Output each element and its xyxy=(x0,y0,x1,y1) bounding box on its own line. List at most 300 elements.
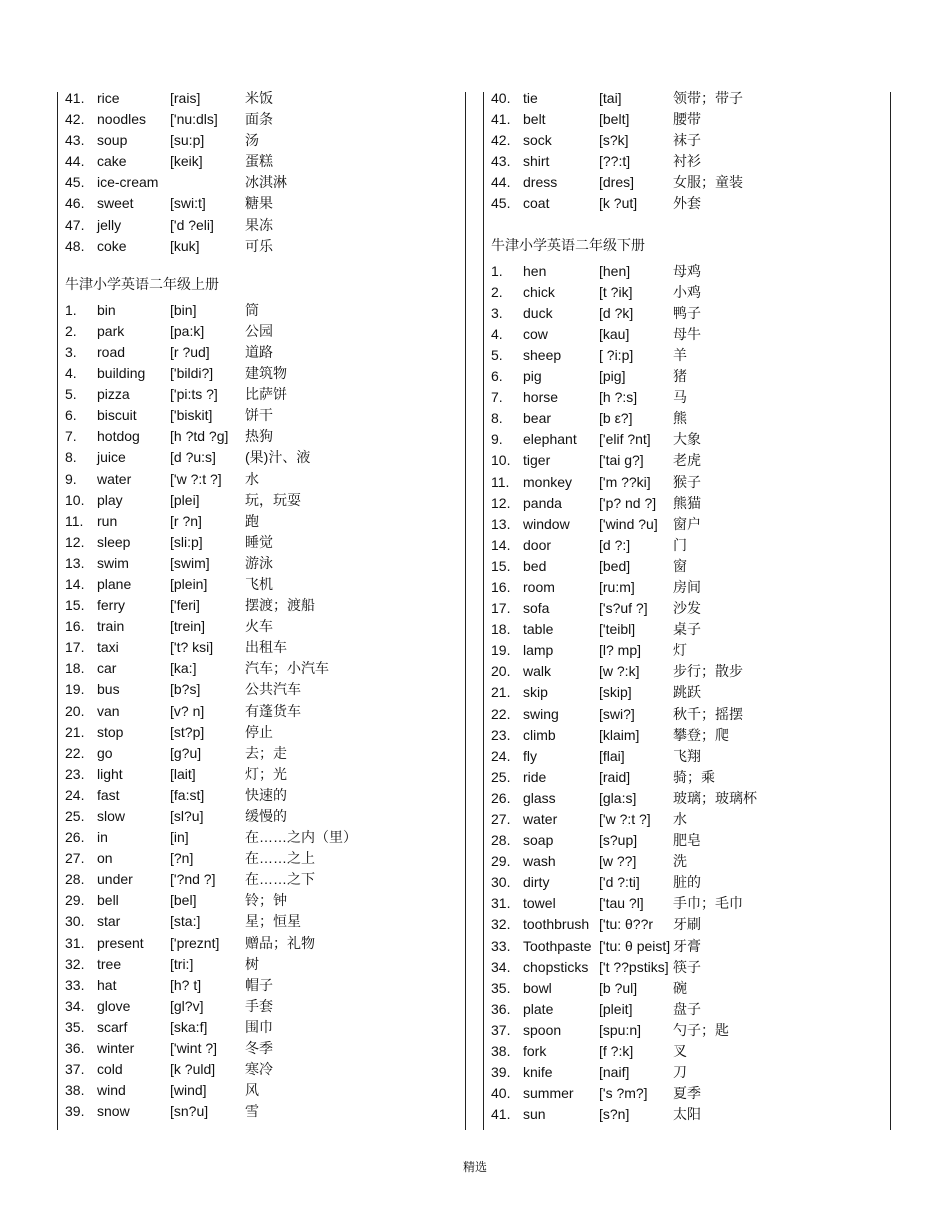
vocab-row xyxy=(491,788,886,809)
item-number: 39. xyxy=(491,1064,511,1081)
phonetic: ['nu:dls] xyxy=(170,111,218,128)
english-word: fly xyxy=(523,747,537,764)
english-word: bowl xyxy=(523,979,552,996)
phonetic: [pa:k] xyxy=(170,322,205,339)
english-word: toothbrush xyxy=(523,916,590,933)
english-word: coat xyxy=(523,195,550,212)
english-word: bell xyxy=(97,892,119,909)
item-number: 18. xyxy=(491,621,511,638)
chinese-meaning: 筷子 xyxy=(673,958,701,975)
vocab-row xyxy=(491,682,886,703)
english-word: climb xyxy=(523,726,556,743)
phonetic: [r ?n] xyxy=(170,512,202,529)
phonetic: [kau] xyxy=(599,325,630,342)
english-word: car xyxy=(97,660,117,677)
phonetic: [plei] xyxy=(170,491,200,508)
english-word: water xyxy=(97,470,132,487)
chinese-meaning: 可乐 xyxy=(245,237,273,254)
vocab-row xyxy=(65,215,460,236)
vocab-row xyxy=(65,595,460,616)
english-word: window xyxy=(523,515,570,532)
chinese-meaning: 水 xyxy=(673,811,687,827)
english-word: glass xyxy=(523,789,556,806)
vocab-row xyxy=(65,384,460,405)
chinese-meaning: 公园 xyxy=(245,322,273,339)
english-word: tiger xyxy=(523,452,551,469)
english-word: play xyxy=(97,491,123,508)
phonetic: [gl?v] xyxy=(170,997,204,1014)
english-word: plate xyxy=(523,1000,554,1017)
chinese-meaning: 面条 xyxy=(245,111,273,128)
vocab-row xyxy=(65,701,460,722)
vocab-row xyxy=(65,553,460,574)
vocab-row xyxy=(65,954,460,975)
section-heading: 牛津小学英语二年级下册 xyxy=(491,236,645,253)
item-number: 1. xyxy=(491,262,503,279)
chinese-meaning: 房间 xyxy=(673,578,701,595)
english-word: knife xyxy=(523,1064,553,1081)
vocab-row xyxy=(65,848,460,869)
phonetic: ['d ?eli] xyxy=(170,216,214,233)
phonetic: [plein] xyxy=(170,575,208,592)
item-number: 33. xyxy=(65,976,85,993)
phonetic: ['m ??ki] xyxy=(599,473,651,490)
english-word: ice-cream xyxy=(97,174,159,191)
vocab-row xyxy=(491,282,886,303)
left-vocab-column xyxy=(65,88,460,1122)
phonetic: [t ?ik] xyxy=(599,283,633,300)
vocab-row xyxy=(65,679,460,700)
chinese-meaning: 冰淇淋 xyxy=(245,174,287,191)
english-word: winter xyxy=(97,1040,135,1057)
phonetic: [s?k] xyxy=(599,132,629,149)
item-number: 2. xyxy=(65,322,77,339)
english-word: plane xyxy=(97,575,132,592)
vocab-row xyxy=(491,893,886,914)
chinese-meaning: 道路 xyxy=(245,343,273,360)
phonetic: [sn?u] xyxy=(170,1103,209,1120)
english-word: shirt xyxy=(523,153,550,170)
phonetic: [lait] xyxy=(170,765,196,782)
chinese-meaning: 玻璃；玻璃杯 xyxy=(673,789,757,806)
vocab-row xyxy=(491,387,886,408)
phonetic: ['w ?:t ?] xyxy=(170,470,222,487)
phonetic: [w ??] xyxy=(599,853,637,870)
english-word: elephant xyxy=(523,431,577,448)
item-number: 17. xyxy=(65,639,85,656)
english-word: fast xyxy=(97,786,120,803)
right-margin-rule xyxy=(890,92,891,1130)
vocab-row xyxy=(65,574,460,595)
english-word: ferry xyxy=(97,597,125,614)
phonetic: ['tu: θ peist] xyxy=(599,937,671,954)
phonetic: [tai] xyxy=(599,90,622,106)
item-number: 32. xyxy=(65,955,85,972)
phonetic: ['feri] xyxy=(170,597,200,614)
vocab-row xyxy=(491,598,886,619)
english-word: towel xyxy=(523,895,556,912)
english-word: sweet xyxy=(97,195,134,212)
item-number: 25. xyxy=(65,808,85,824)
english-word: tree xyxy=(97,955,122,972)
vocab-row xyxy=(491,1083,886,1104)
english-word: scarf xyxy=(97,1018,128,1035)
vocab-row xyxy=(65,764,460,785)
item-number: 22. xyxy=(65,744,85,761)
english-word: walk xyxy=(523,663,552,680)
chinese-meaning: 灯 xyxy=(673,642,687,659)
item-number: 22. xyxy=(491,705,511,722)
phonetic: [g?u] xyxy=(170,744,202,761)
item-number: 48. xyxy=(65,237,85,254)
english-word: chopsticks xyxy=(523,958,589,975)
chinese-meaning: 窗户 xyxy=(673,515,701,532)
phonetic: [st?p] xyxy=(170,723,205,740)
phonetic: [in] xyxy=(170,829,189,846)
english-word: coke xyxy=(97,237,127,254)
chinese-meaning: 老虎 xyxy=(673,452,701,469)
chinese-meaning: 摆渡；渡船 xyxy=(245,597,315,614)
vocab-row xyxy=(491,1062,886,1083)
phonetic: [b?s] xyxy=(170,681,201,698)
phonetic: [v? n] xyxy=(170,702,205,719)
item-number: 45. xyxy=(491,195,511,212)
vocab-row xyxy=(491,746,886,767)
vocab-row xyxy=(491,556,886,577)
item-number: 20. xyxy=(491,663,511,680)
vocab-row xyxy=(491,640,886,661)
item-number: 19. xyxy=(491,642,511,659)
chinese-meaning: 秋千；摇摆 xyxy=(673,705,743,722)
english-word: snow xyxy=(97,1103,130,1120)
vocab-row xyxy=(65,933,460,954)
phonetic: [w ?:k] xyxy=(599,663,640,680)
phonetic: [h? t] xyxy=(170,976,202,993)
phonetic: [belt] xyxy=(599,111,630,128)
item-number: 35. xyxy=(65,1018,85,1035)
item-number: 40. xyxy=(491,90,511,106)
vocab-row xyxy=(65,363,460,384)
item-number: 45. xyxy=(65,174,85,191)
vocab-row xyxy=(491,261,886,282)
chinese-meaning: 汽车；小汽车 xyxy=(245,660,329,677)
item-number: 40. xyxy=(491,1085,511,1102)
english-word: sun xyxy=(523,1106,546,1123)
english-word: sheep xyxy=(523,346,562,363)
item-number: 38. xyxy=(65,1082,85,1099)
english-word: skip xyxy=(523,684,548,701)
english-word: stop xyxy=(97,723,124,740)
vocab-row xyxy=(491,472,886,493)
item-number: 41. xyxy=(491,1106,511,1123)
phonetic: [bel] xyxy=(170,892,197,909)
chinese-meaning: 帽子 xyxy=(245,976,273,993)
phonetic: ['wint ?] xyxy=(170,1040,218,1057)
vocab-row xyxy=(65,1101,460,1122)
vocab-row xyxy=(65,447,460,468)
english-word: monkey xyxy=(523,473,573,490)
chinese-meaning: 熊 xyxy=(673,410,687,427)
item-number: 16. xyxy=(491,578,511,595)
chinese-meaning: 小鸡 xyxy=(673,283,701,300)
english-word: star xyxy=(97,913,121,930)
chinese-meaning: 在……之上 xyxy=(245,850,315,867)
english-word: room xyxy=(523,578,555,595)
chinese-meaning: 在……之下 xyxy=(245,871,315,888)
vocab-row xyxy=(65,511,460,532)
chinese-meaning: 风 xyxy=(245,1082,259,1099)
phonetic: ['teibl] xyxy=(599,621,636,638)
item-number: 17. xyxy=(491,600,511,617)
chinese-meaning: 羊 xyxy=(673,346,687,363)
chinese-meaning: 赠品；礼物 xyxy=(245,934,315,951)
chinese-meaning: 有蓬货车 xyxy=(245,702,301,719)
item-number: 9. xyxy=(65,470,77,487)
phonetic: [gla:s] xyxy=(599,789,637,806)
vocab-row xyxy=(65,869,460,890)
english-word: bin xyxy=(97,301,116,318)
item-number: 29. xyxy=(65,892,85,909)
phonetic: ['t? ksi] xyxy=(170,639,214,656)
chinese-meaning: 汤 xyxy=(245,132,259,149)
english-word: light xyxy=(97,765,123,782)
chinese-meaning: 盘子 xyxy=(673,1000,701,1017)
vocab-row xyxy=(491,914,886,935)
english-word: soup xyxy=(97,132,128,149)
item-number: 21. xyxy=(65,723,85,740)
item-number: 37. xyxy=(491,1021,511,1038)
phonetic: [f ?:k] xyxy=(599,1043,634,1060)
english-word: tie xyxy=(523,90,538,106)
vocab-row xyxy=(491,809,886,830)
vocab-row xyxy=(65,130,460,151)
chinese-meaning: 牙刷 xyxy=(673,916,701,933)
phonetic: [su:p] xyxy=(170,132,205,149)
chinese-meaning: 睡觉 xyxy=(245,533,273,550)
vocab-row xyxy=(65,193,460,214)
phonetic: [s?n] xyxy=(599,1106,630,1123)
phonetic: [b ε?] xyxy=(599,410,633,427)
vocab-row xyxy=(491,1020,886,1041)
vocab-row xyxy=(491,88,886,109)
phonetic: [swim] xyxy=(170,554,210,571)
phonetic: [h ?td ?g] xyxy=(170,428,229,445)
phonetic: ['s ?m?] xyxy=(599,1085,648,1102)
vocab-row xyxy=(65,151,460,172)
vocab-row xyxy=(491,408,886,429)
phonetic: ['tai g?] xyxy=(599,452,644,469)
vocab-row xyxy=(65,300,460,321)
phonetic: ['pi:ts ?] xyxy=(170,386,218,403)
phonetic: ['p? nd ?] xyxy=(599,494,657,511)
phonetic: ['tu: θ??r xyxy=(599,916,654,933)
item-number: 4. xyxy=(65,365,77,382)
vocab-row xyxy=(491,957,886,978)
chinese-meaning: 手巾；毛巾 xyxy=(673,895,743,912)
english-word: dress xyxy=(523,174,558,191)
phonetic: [??:t] xyxy=(599,153,631,170)
chinese-meaning: 公共汽车 xyxy=(245,681,301,698)
chinese-meaning: 果冻 xyxy=(245,216,273,233)
chinese-meaning: 外套 xyxy=(673,195,701,212)
vocab-row xyxy=(65,1038,460,1059)
phonetic: [trein] xyxy=(170,618,206,635)
phonetic: ['tau ?l] xyxy=(599,895,644,912)
phonetic: ['biskit] xyxy=(170,407,213,424)
vocab-row xyxy=(491,429,886,450)
right-vocab-column xyxy=(491,88,886,1125)
phonetic: [hen] xyxy=(599,262,631,279)
phonetic: [naif] xyxy=(599,1064,630,1081)
item-number: 23. xyxy=(65,765,85,782)
chinese-meaning: 停止 xyxy=(245,723,273,740)
english-word: pizza xyxy=(97,386,130,403)
item-number: 2. xyxy=(491,283,503,300)
english-word: slow xyxy=(97,808,126,824)
phonetic: [dres] xyxy=(599,174,635,191)
english-word: sock xyxy=(523,132,552,149)
vocab-row xyxy=(491,577,886,598)
chinese-meaning: 步行；散步 xyxy=(673,663,743,680)
item-number: 15. xyxy=(491,557,511,574)
left-column-right-rule xyxy=(465,92,466,1130)
item-number: 13. xyxy=(65,554,85,571)
vocab-row xyxy=(65,1059,460,1080)
item-number: 19. xyxy=(65,681,85,698)
phonetic: ['t ??pstiks] xyxy=(599,958,669,975)
item-number: 18. xyxy=(65,660,85,677)
vocab-row xyxy=(65,785,460,806)
chinese-meaning: 树 xyxy=(245,955,259,972)
item-number: 37. xyxy=(65,1061,85,1078)
item-number: 44. xyxy=(491,174,511,191)
vocab-row xyxy=(491,450,886,471)
chinese-meaning: 熊猫 xyxy=(673,494,701,511)
phonetic: [sli:p] xyxy=(170,533,203,550)
item-number: 31. xyxy=(491,895,511,912)
english-word: on xyxy=(97,850,113,867)
right-column-left-rule xyxy=(483,92,484,1130)
phonetic: ['preznt] xyxy=(170,934,220,951)
english-word: train xyxy=(97,618,125,635)
phonetic: [k ?uld] xyxy=(170,1061,216,1078)
english-word: spoon xyxy=(523,1021,562,1038)
vocab-row xyxy=(491,1041,886,1062)
english-word: bus xyxy=(97,681,120,698)
chinese-meaning: 出租车 xyxy=(245,639,287,656)
vocab-row xyxy=(65,426,460,447)
item-number: 30. xyxy=(65,913,85,930)
phonetic: [fa:st] xyxy=(170,786,205,803)
chinese-meaning: 跳跃 xyxy=(673,684,701,701)
phonetic: [pleit] xyxy=(599,1000,633,1017)
chinese-meaning: 快速的 xyxy=(245,786,287,803)
phonetic: [d ?k] xyxy=(599,304,634,321)
chinese-meaning: 玩，玩耍 xyxy=(245,491,301,508)
phonetic: [bin] xyxy=(170,301,197,318)
chinese-meaning: 游泳 xyxy=(245,554,273,571)
item-number: 9. xyxy=(491,431,503,448)
chinese-meaning: 猴子 xyxy=(673,473,701,490)
vocab-row xyxy=(65,1017,460,1038)
chinese-meaning: 母牛 xyxy=(673,325,701,342)
item-number: 42. xyxy=(491,132,511,149)
vocab-row xyxy=(491,661,886,682)
phonetic: ['d ?:ti] xyxy=(599,874,640,891)
english-word: in xyxy=(97,829,108,846)
phonetic: [r ?ud] xyxy=(170,343,210,360)
item-number: 32. xyxy=(491,916,511,933)
chinese-meaning: 寒冷 xyxy=(245,1061,273,1078)
item-number: 24. xyxy=(491,747,511,764)
item-number: 13. xyxy=(491,515,511,532)
item-number: 27. xyxy=(65,850,85,867)
vocab-row xyxy=(491,851,886,872)
chinese-meaning: 牙膏 xyxy=(673,937,701,954)
english-word: cow xyxy=(523,325,548,342)
english-word: hotdog xyxy=(97,428,140,445)
chinese-meaning: 飞机 xyxy=(245,575,273,592)
phonetic: ['s?uf ?] xyxy=(599,600,648,617)
english-word: noodles xyxy=(97,111,147,128)
vocab-row xyxy=(65,827,460,848)
english-word: building xyxy=(97,365,146,382)
item-number: 41. xyxy=(491,111,511,128)
vocab-row xyxy=(491,303,886,324)
english-word: park xyxy=(97,322,125,339)
chinese-meaning: 大象 xyxy=(673,431,701,448)
chinese-meaning: 飞翔 xyxy=(673,747,701,764)
chinese-meaning: 水 xyxy=(245,470,259,487)
chinese-meaning: 夏季 xyxy=(673,1085,701,1102)
item-number: 1. xyxy=(65,301,77,318)
phonetic: [?n] xyxy=(170,850,194,867)
english-word: rice xyxy=(97,90,120,106)
item-number: 6. xyxy=(491,368,503,385)
english-word: fork xyxy=(523,1043,547,1060)
chinese-meaning: 勺子；匙 xyxy=(673,1021,729,1038)
english-word: juice xyxy=(97,449,126,466)
chinese-meaning: 比萨饼 xyxy=(245,386,287,403)
phonetic: [skip] xyxy=(599,684,632,701)
vocab-row xyxy=(65,806,460,827)
chinese-meaning: 刀 xyxy=(673,1064,687,1081)
phonetic: [pig] xyxy=(599,368,626,385)
english-word: chick xyxy=(523,283,555,300)
vocab-row xyxy=(491,872,886,893)
english-word: swim xyxy=(97,554,129,571)
vocab-row xyxy=(491,830,886,851)
chinese-meaning: 灯；光 xyxy=(245,765,287,782)
chinese-meaning: 碗 xyxy=(673,979,687,996)
phonetic: [d ?:] xyxy=(599,536,631,553)
vocab-row xyxy=(491,172,886,193)
item-number: 10. xyxy=(491,452,511,469)
vocab-row xyxy=(491,1104,886,1125)
chinese-meaning: 太阳 xyxy=(673,1106,701,1123)
item-number: 47. xyxy=(65,216,85,233)
chinese-meaning: 领带；带子 xyxy=(673,90,743,106)
phonetic: ['w ?:t ?] xyxy=(599,811,651,827)
english-word: road xyxy=(97,343,126,360)
left-margin-rule xyxy=(57,92,58,1130)
vocab-row xyxy=(65,616,460,637)
phonetic: [ska:f] xyxy=(170,1018,208,1035)
english-word: hat xyxy=(97,976,117,993)
english-word: present xyxy=(97,934,144,951)
item-number: 46. xyxy=(65,195,85,212)
phonetic: [rais] xyxy=(170,90,201,106)
